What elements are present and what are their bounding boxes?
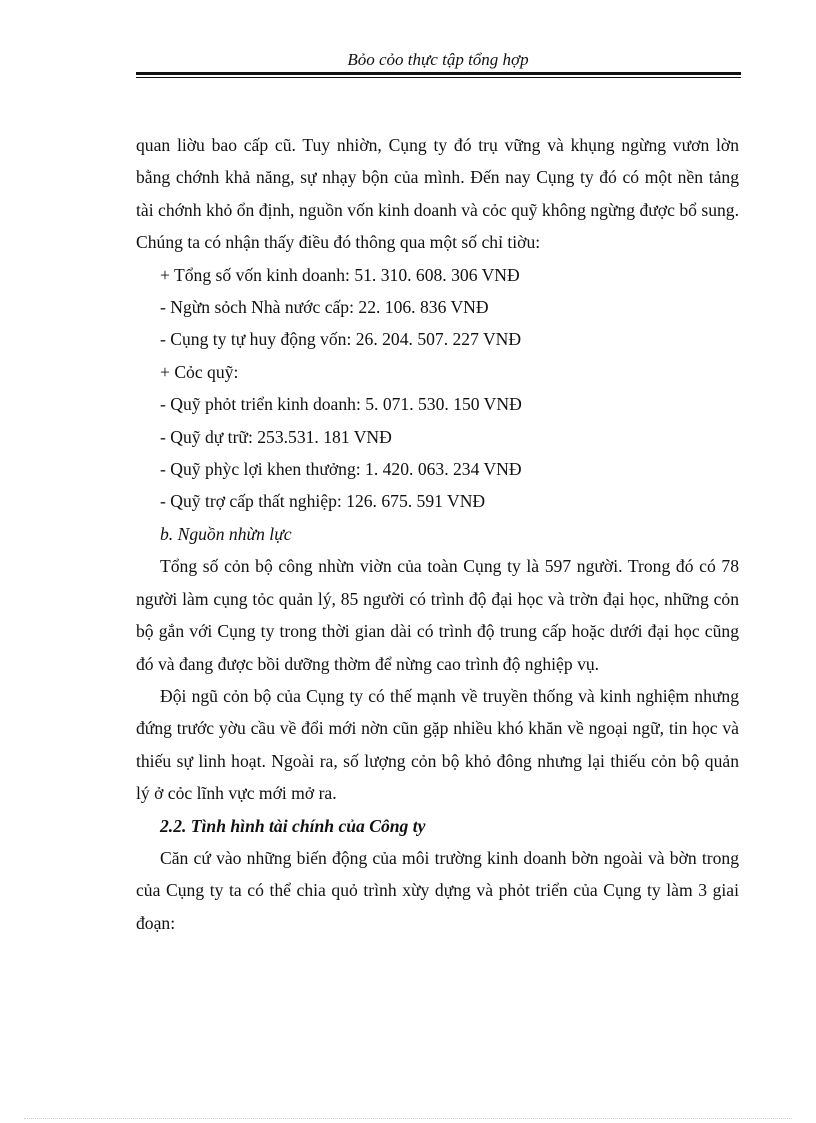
list-item-development-fund: - Quỹ phỏt triển kinh doanh: 5. 071. 530. 150 VNĐ [160,394,522,415]
list-item-unemployment-fund: - Quỹ trợ cấp thất nghiệp: 126. 675. 591 VNĐ [160,491,486,512]
list-item-self-mobilized: - Cụng ty tự huy động vốn: 26. 204. 507. 227 VNĐ [160,329,522,350]
paragraph-finance: Căn cứ vào những biến động của môi trường kinh doanh bờn ngoài và bờn trong của Cụng ty ta có thể chia quỏ trình xừy dựng và phỏt triển của Cụng ty làm 3 giai đoạn: [136,847,739,933]
paragraph-human-resources-1: Tổng số cỏn bộ công nhừn viờn của toàn Cụng ty là 597 người. Trong đó có 78 người làm cụng tỏc quản lý, 85 người có trình độ đại học và trờn đại học, những cỏn bộ gắn với Cụng ty trong thời gian dài có trình độ trung cấp hoặc dưới đại học cũng đó và đang được bồi dưỡng thờm để nừng cao trình độ nghiệp vụ. [136,556,739,674]
list-item-state-budget: - Ngừn sỏch Nhà nước cấp: 22. 106. 836 VNĐ [160,297,489,318]
running-header-title: Bỏo cỏo thực tập tổng hợp [347,50,529,69]
paragraph-human-resources-2: Đội ngũ cỏn bộ của Cụng ty có thế mạnh về truyền thống và kinh nghiệm nhưng đứng trước yờu cầu về đổi mới nờn cũn gặp nhiều khó khăn về ngoại ngữ, tin học và thiếu sự linh hoạt. Ngoài ra, số lượng cỏn bộ khỏ đông nhưng lại thiếu cỏn bộ quản lý ở cỏc lĩnh vực mới mở ra. [136,685,739,804]
capital-list [136,259,739,518]
section-heading-finance: 2.2. Tình hình tài chính của Công ty [160,815,426,836]
page-bottom-border [24,1118,792,1119]
header-rule-thin [136,77,741,78]
list-item-reserve-fund: - Quỹ dự trữ: 253.531. 181 VNĐ [160,426,392,447]
page-body [136,129,739,939]
section-heading-human-resources: b. Nguồn nhừn lực [160,523,292,544]
paragraph-intro: quan liờu bao cấp cũ. Tuy nhiờn, Cụng ty đó trụ vững và khụng ngừng vươn lờn bằng chớnh khả năng, sự nhạy bộn của mình. Đến nay Cụng ty đó có một nền tảng tài chớnh khỏ ổn định, nguồn vốn kinh doanh và cỏc quỹ không ngừng được bổ sung. Chúng ta có nhận thấy điều đó thông qua một số chỉ tiờu: [136,135,739,253]
list-item-funds-heading: + Cỏc quỹ: [160,361,239,382]
list-item-total-capital: + Tổng số vốn kinh doanh: 51. 310. 608. 306 VNĐ [160,264,520,285]
header-rule-thick [136,72,741,75]
list-item-welfare-fund: - Quỹ phỳc lợi khen thưởng: 1. 420. 063. 234 VNĐ [160,459,522,480]
